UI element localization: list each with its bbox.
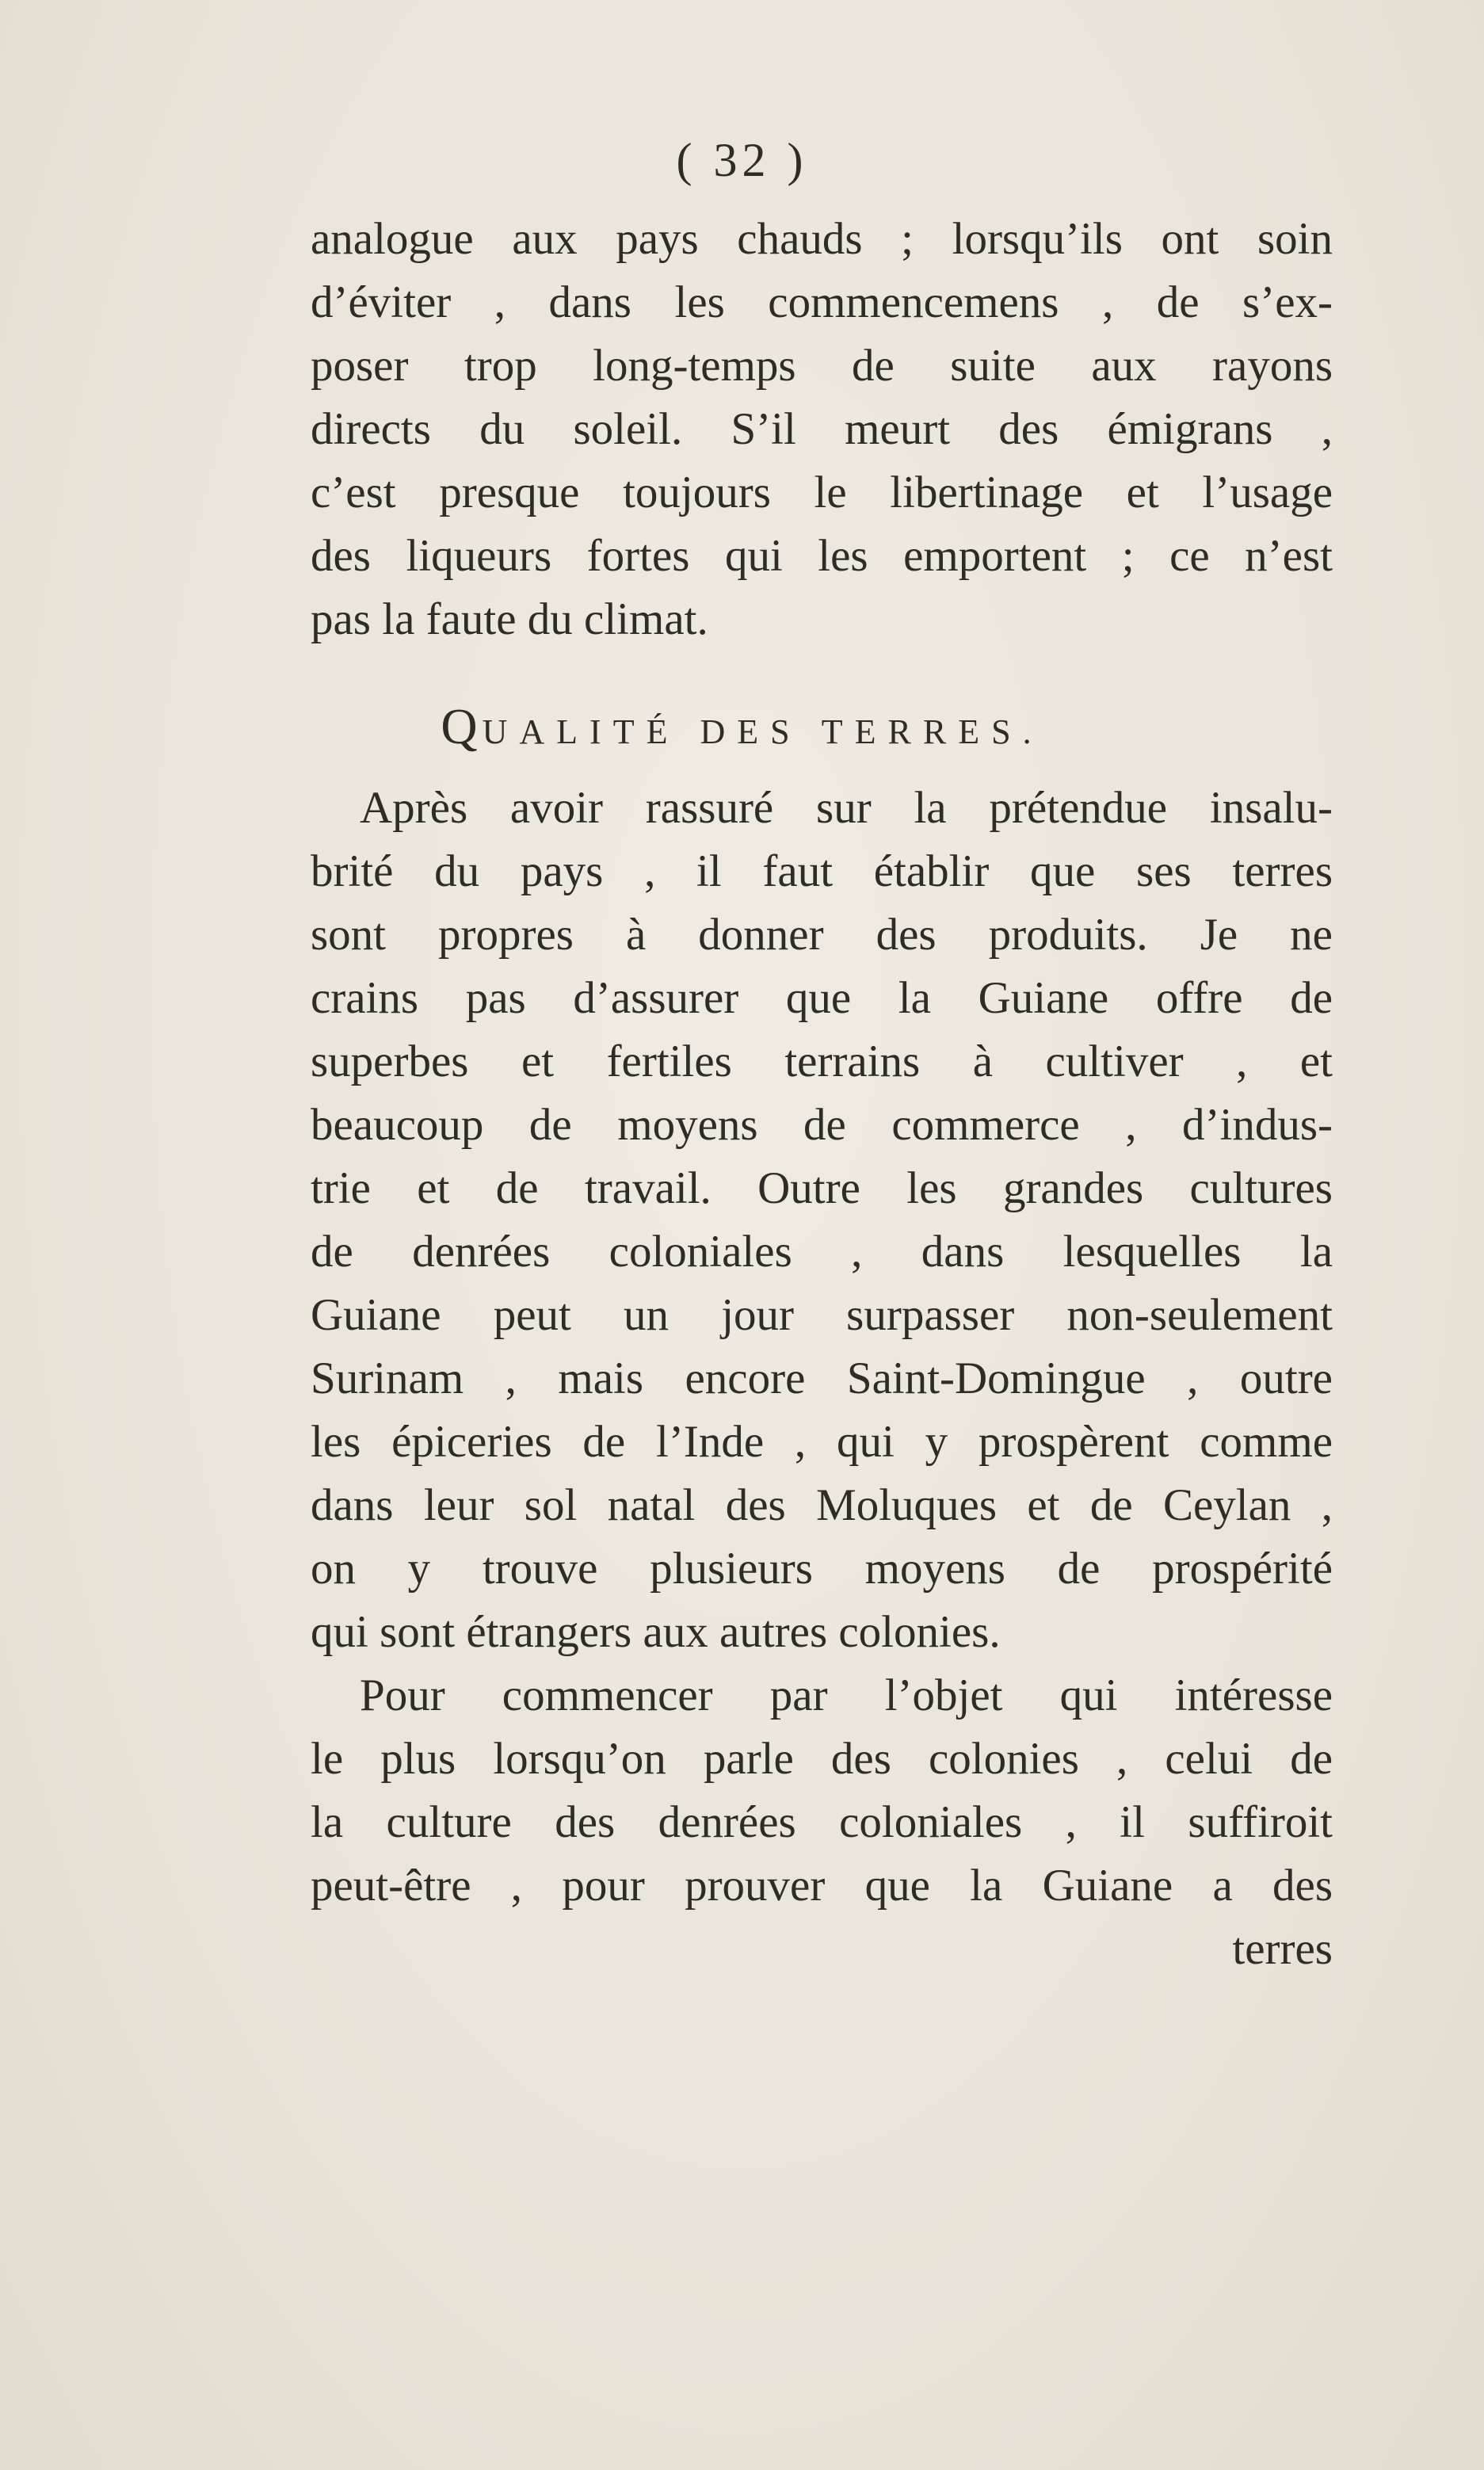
text-line: qui sont étrangers aux autres colonies. [311,1607,1001,1657]
text-line: beaucoup de moyens de commerce , d’indus- [311,1100,1333,1150]
page-number: ( 32 ) [676,134,808,186]
text-line: Surinam , mais encore Saint-Domingue , outre [311,1353,1333,1403]
text-line: Guiane peut un jour surpasser non-seulement [311,1290,1333,1340]
text-line: poser trop long-temps de suite aux rayons [311,341,1333,391]
heading-initial: Q [441,698,483,754]
text-line: des liqueurs fortes qui les emportent ; ce n’est [311,531,1333,581]
text-line: c’est presque toujours le libertinage et l’usage [311,468,1333,517]
text-line: dans leur sol natal des Moluques et de Ceylan , [311,1480,1333,1530]
text-line: la culture des denrées coloniales , il suffiroit [311,1797,1333,1847]
text-line: d’éviter , dans les commencemens , de s’ex- [311,277,1333,327]
text-line: de denrées coloniales , dans lesquelles la [311,1227,1333,1277]
text-line: on y trouve plusieurs moyens de prospérité [311,1544,1333,1594]
heading-rest: UALITÉ DES TERRES. [482,712,1043,751]
paragraph-climate [311,208,1333,651]
text-line: crains pas d’assurer que la Guiane offre de [311,973,1333,1023]
text-line: Après avoir rassuré sur la prétendue insalu- [360,783,1333,833]
text-line: pas la faute du climat. [311,594,708,644]
text-line: superbes et fertiles terrains à cultiver , et [311,1036,1333,1086]
text-line: sont propres à donner des produits. Je ne [311,910,1333,960]
catchword: terres [1232,1924,1333,1974]
text-line: analogue aux pays chauds ; lorsqu’ils ont soin [311,214,1333,264]
text-line: Pour commencer par l’objet qui intéresse [360,1670,1333,1720]
paragraph-colonial-crops [311,1664,1333,1981]
section-heading [0,697,1484,756]
text-line: brité du pays , il faut établir que ses terres [311,846,1333,896]
text-line: peut-être , pour prouver que la Guiane a des [311,1861,1333,1911]
text-line: trie et de travail. Outre les grandes cultures [311,1163,1333,1213]
text-line: le plus lorsqu’on parle des colonies , celui de [311,1734,1333,1784]
paragraph-soil-quality [311,777,1333,1664]
text-line: directs du soleil. S’il meurt des émigrans , [311,404,1333,454]
text-line: les épiceries de l’Inde , qui y prospèrent comme [311,1417,1333,1467]
